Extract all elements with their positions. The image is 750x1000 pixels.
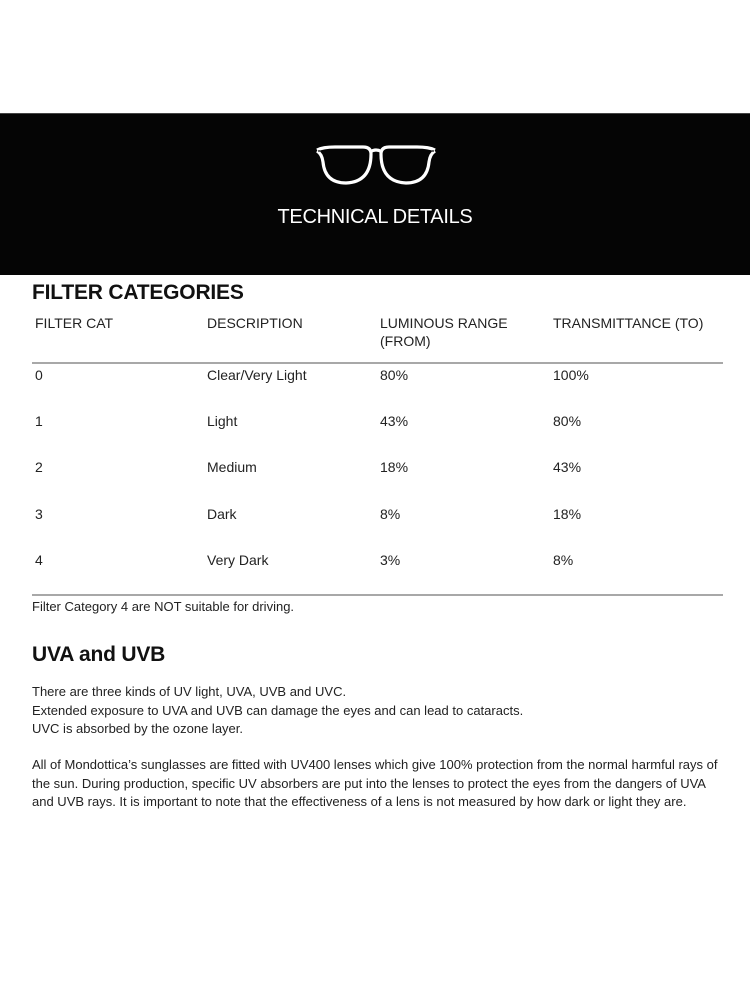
- cell-to: 100%: [553, 367, 589, 383]
- cell-description: Very Dark: [207, 552, 269, 568]
- uv-intro-line: UVC is absorbed by the ozone layer.: [32, 721, 244, 736]
- table-bottom-divider: [32, 594, 723, 596]
- column-header-transmittance: TRANSMITTANCE (TO): [553, 315, 704, 331]
- cell-filter-cat: 1: [35, 413, 43, 429]
- uv400-protection-paragraph: All of Mondottica’s sunglasses are fitted with UV400 lenses which give 100% protection from the normal harmful rays of the sun. During production, specific UV absorbers are put into the lenses to protect the eyes from the dangers of UVA and UVB rays. It is important to note that the effectiveness of a lens is not measured by how dark or light they are.: [32, 757, 718, 809]
- cell-description: Medium: [207, 459, 257, 475]
- cell-to: 80%: [553, 413, 582, 429]
- cell-description: Light: [207, 413, 238, 429]
- cell-to: 8%: [553, 552, 574, 568]
- cell-from: 43%: [380, 413, 409, 429]
- cell-description: Clear/Very Light: [207, 367, 307, 383]
- cell-from: 80%: [380, 367, 409, 383]
- driving-warning-note: Filter Category 4 are NOT suitable for driving.: [32, 599, 295, 614]
- column-header-luminous-range: [380, 314, 540, 350]
- eyeglasses-icon: [313, 142, 439, 188]
- technical-details-banner: [0, 113, 750, 275]
- table-header-divider: [32, 362, 723, 364]
- cell-from: 3%: [380, 552, 401, 568]
- cell-to: 18%: [553, 506, 582, 522]
- cell-description: Dark: [207, 506, 237, 522]
- cell-filter-cat: 0: [35, 367, 43, 383]
- hero-title: TECHNICAL DETAILS: [277, 206, 473, 228]
- column-header-description: DESCRIPTION: [207, 315, 303, 331]
- uva-uvb-heading: UVA and UVB: [32, 643, 166, 666]
- column-header-filter-cat: FILTER CAT: [35, 315, 114, 331]
- cell-to: 43%: [553, 459, 582, 475]
- cell-filter-cat: 2: [35, 459, 43, 475]
- cell-from: 8%: [380, 506, 401, 522]
- column-header-luminous-line2: (FROM): [380, 333, 431, 349]
- cell-filter-cat: 4: [35, 552, 43, 568]
- uv-intro-line: Extended exposure to UVA and UVB can damage the eyes and can lead to cataracts.: [32, 702, 524, 718]
- filter-categories-heading: FILTER CATEGORIES: [32, 281, 244, 304]
- cell-from: 18%: [380, 459, 409, 475]
- uv-intro-paragraph: [32, 683, 722, 739]
- cell-filter-cat: 3: [35, 506, 43, 522]
- column-header-luminous-line1: LUMINOUS RANGE: [380, 315, 508, 331]
- uv-intro-line: There are three kinds of UV light, UVA, UVB and UVC.: [32, 684, 347, 699]
